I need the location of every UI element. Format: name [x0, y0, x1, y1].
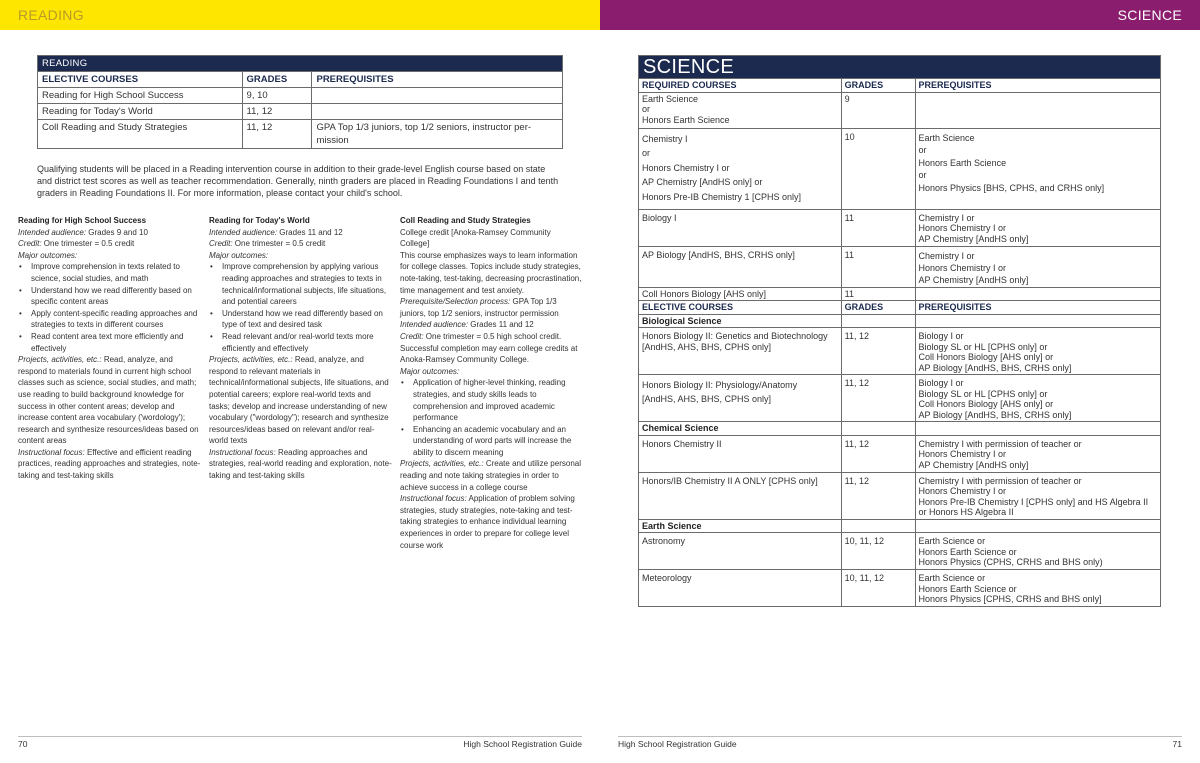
course-name: Honors Chemistry II	[639, 435, 842, 472]
table-row	[639, 209, 1161, 246]
reading-courses-table	[37, 55, 563, 149]
science-header-title: SCIENCE	[1117, 7, 1182, 23]
course-title: Reading for Today's World	[209, 216, 310, 225]
course-grades: 11, 12	[841, 435, 915, 472]
table-row	[639, 246, 1161, 287]
table-row	[639, 570, 1161, 607]
course-grades: 10, 11, 12	[841, 570, 915, 607]
course-grades: 11, 12	[242, 120, 312, 149]
course-name: Astronomy	[639, 533, 842, 570]
course-grades: 11	[841, 287, 915, 301]
course-name: Coll Reading and Study Strategies	[38, 120, 243, 149]
course-grades: 11, 12	[242, 104, 312, 120]
course-grades: 10, 11, 12	[841, 533, 915, 570]
list-item: • Application of higher-level thinking, reading strategies, and study skills leads to comprehension and improved academic performance	[400, 377, 582, 423]
section-earth-science: Earth Science	[639, 519, 1161, 533]
course-grades: 11, 12	[841, 375, 915, 422]
list-item: • Improve comprehension in texts related to science, social studies, and math	[18, 261, 201, 284]
table-row	[639, 375, 1161, 422]
course-grades: 11	[841, 246, 915, 287]
course-grades: 10	[841, 128, 915, 209]
col-required-courses: REQUIRED COURSES	[639, 79, 842, 93]
course-title: Coll Reading and Study Strategies	[400, 216, 531, 225]
outcomes-list	[18, 261, 201, 354]
course-prereq: Chemistry I or Honors Chemistry I or AP Chemistry [AndHS only]	[915, 246, 1160, 287]
table-row	[639, 287, 1161, 301]
course-name: Meteorology	[639, 570, 842, 607]
list-item: • Enhancing an academic vocabulary and an understanding of word parts will increase the ability to discern meaning	[400, 424, 582, 459]
col-prerequisites: PREREQUISITES	[915, 79, 1160, 93]
course-prereq: Chemistry I or Honors Chemistry I or AP Chemistry [AndHS only]	[915, 209, 1160, 246]
course-name: Reading for High School Success	[38, 88, 243, 104]
course-name: Honors Biology II: Physiology/Anatomy [AndHS, AHS, BHS, CPHS only]	[639, 375, 842, 422]
course-name: Reading for Today's World	[38, 104, 243, 120]
course-prereq: GPA Top 1/3 juniors, top 1/2 seniors, instructor per- mission	[312, 120, 563, 149]
col-elective-courses: ELECTIVE COURSES	[639, 301, 842, 315]
reading-placement-note: Qualifying students will be placed in a Reading intervention course in addition to their grade-level English course based on state and district test scores as well as teacher recommendation. Generally, ninth graders are placed in Reading Foundations I and tenth graders in Reading Foundations II. For more information, please contact your child's school.	[37, 164, 559, 198]
course-name: Coll Honors Biology [AHS only]	[639, 287, 842, 301]
table-row	[639, 435, 1161, 472]
table-row	[639, 533, 1161, 570]
course-grades: 11, 12	[841, 472, 915, 519]
course-prereq: Earth Science or Honors Earth Science or Honors Physics [BHS, CPHS, and CRHS only]	[915, 128, 1160, 209]
course-prereq: Earth Science or Honors Earth Science or Honors Physics (CPHS, CRHS and BHS only)	[915, 533, 1160, 570]
course-grades: 9, 10	[242, 88, 312, 104]
course-grades: 11, 12	[841, 328, 915, 375]
course-title: Reading for High School Success	[18, 216, 147, 225]
table-row	[38, 104, 563, 120]
course-description-reading-todays-world: Reading for Today's World Intended audience: Grades 11 and 12 Credit: One trimester = 0.5 credit Major outcomes: • Improve comprehension by applying various reading approaches and strategies to texts in technical/informational subjects, life situations, and potential careers • Understand how we read differently based on type of text and desired task • Read relevant and/or real-world texts more efficiently and effectively Projects, activities, etc.: Read, analyze, and respond to relevant materials in technical/informational subjects, life situations, and potential careers; explore real-world texts and tasks; develop and increase understanding of new vocabulary ("wordology"); research and synthesize resources/ideas based on relevant and/or real-world texts Instructional focus: Reading approaches and strategies, real-world reading and exploration, note-taking and test-taking skills	[209, 215, 393, 482]
col-grades: GRADES	[242, 72, 312, 88]
course-grades: 9	[841, 92, 915, 128]
page-number: 71	[1172, 739, 1182, 749]
science-header-band	[600, 0, 1200, 30]
course-prereq: Biology I or Biology SL or HL [CPHS only] or Coll Honors Biology [AHS only] or AP Biology [AndHS, BHS, CRHS only]	[915, 375, 1160, 422]
reading-table-header-row	[38, 72, 563, 88]
col-prerequisites: PREREQUISITES	[312, 72, 563, 88]
footer-divider	[18, 736, 582, 737]
course-prereq: Chemistry I with permission of teacher or Honors Chemistry I or AP Chemistry [AndHS only]	[915, 435, 1160, 472]
course-name: Chemistry I or Honors Chemistry I or AP Chemistry [AndHS only] or Honors Pre-IB Chemistry 1 [CPHS only]	[639, 128, 842, 209]
reading-table-title: READING	[38, 56, 563, 72]
table-row	[639, 328, 1161, 375]
science-courses-table	[638, 55, 1161, 607]
course-description-reading-hs-success: Reading for High School Success Intended audience: Grades 9 and 10 Credit: One trimester = 0.5 credit Major outcomes: • Improve comprehension in texts related to science, social studies, and math • Understand how we read differently based on specific content areas • Apply content-specific reading approaches and strategies to texts in different courses • Read content area text more efficiently and effectively Projects, activities, etc.: Read, analyze, and respond to materials found in current high school classes such as science, social studies, and math; use reading to build background knowledge for success in other content areas; develop and increase content area vocabulary ('wordology'); research and synthesize resources/ideas based on content areas Instructional focus: Effective and efficient reading practices, reading approaches and strategies, note-taking and test-taking skills	[18, 215, 201, 482]
list-item: • Apply content-specific reading approaches and strategies to texts in different courses	[18, 308, 201, 331]
col-elective-courses: ELECTIVE COURSES	[38, 72, 243, 88]
course-prereq	[312, 104, 563, 120]
course-grades: 11	[841, 209, 915, 246]
course-description-coll-reading: Coll Reading and Study Strategies College credit [Anoka-Ramsey Community College] This course emphasizes ways to learn information for college classes. Topics include study strategies, note-taking, test-taking, decreasing procrastination, time management and test anxiety. Prerequisite/Selection process: GPA Top 1/3 juniors, top 1/2 seniors, instructor permission Intended audience: Grades 11 and 12 Credit: One trimester = 0.5 high school credit. Successful completion may earn college credits at Anoka-Ramsey Community College. Major outcomes: • Application of higher-level thinking, reading strategies, and study skills leads to comprehension and improved academic performance • Enhancing an academic vocabulary and an understanding of word parts will increase the ability to discern meaning Projects, activities, etc.: Create and utilize personal reading and note taking strategies in order to achieve success in a college course Instructional focus: Application of problem solving strategies, study strategies, note-taking and test-taking strategies to enhance individual learning experiences in order to prepare for college level course work	[400, 215, 582, 551]
table-row	[38, 88, 563, 104]
list-item: • Improve comprehension by applying various reading approaches and strategies to texts in technical/informational subjects, life situations, and potential careers	[209, 261, 393, 307]
course-prereq: Earth Science or Honors Earth Science or Honors Physics [CPHS, CRHS and BHS only]	[915, 570, 1160, 607]
section-biological-science: Biological Science	[639, 314, 1161, 328]
footer-divider	[618, 736, 1182, 737]
footer-guide-title: High School Registration Guide	[463, 739, 582, 749]
section-chemical-science: Chemical Science	[639, 422, 1161, 436]
page-number: 70	[18, 739, 28, 749]
course-name: AP Biology [AndHS, BHS, CRHS only]	[639, 246, 842, 287]
reading-header-title: READING	[18, 7, 84, 23]
course-prereq	[915, 92, 1160, 128]
required-header-row	[639, 79, 1161, 93]
list-item: • Read relevant and/or real-world texts more efficiently and effectively	[209, 331, 393, 354]
list-item: • Understand how we read differently based on type of text and desired task	[209, 308, 393, 331]
outcomes-list	[400, 377, 582, 458]
course-name: Honors/IB Chemistry II A ONLY [CPHS only]	[639, 472, 842, 519]
course-name: Biology I	[639, 209, 842, 246]
list-item: • Read content area text more efficiently and effectively	[18, 331, 201, 354]
list-item: • Understand how we read differently based on specific content areas	[18, 285, 201, 308]
outcomes-list	[209, 261, 393, 354]
course-name: Honors Biology II: Genetics and Biotechnology [AndHS, AHS, BHS, CPHS only]	[639, 328, 842, 375]
reading-header-band	[0, 0, 600, 30]
table-row	[38, 120, 563, 149]
course-prereq	[915, 287, 1160, 301]
science-table-title: SCIENCE	[639, 56, 1161, 79]
table-row	[639, 92, 1161, 128]
course-prereq: Chemistry I with permission of teacher or Honors Chemistry I or Honors Pre-IB Chemistry I [CPHS only] and HS Algebra II or Honors HS Algebra II	[915, 472, 1160, 519]
elective-header-row	[639, 301, 1161, 315]
col-grades: GRADES	[841, 79, 915, 93]
table-row	[639, 472, 1161, 519]
course-prereq	[312, 88, 563, 104]
table-row	[639, 128, 1161, 209]
course-prereq: Biology I or Biology SL or HL [CPHS only] or Coll Honors Biology [AHS only] or AP Biology [AndHS, BHS, CRHS only]	[915, 328, 1160, 375]
footer-guide-title: High School Registration Guide	[618, 739, 737, 749]
col-prerequisites: PREREQUISITES	[915, 301, 1160, 315]
course-name: Earth Science or Honors Earth Science	[639, 92, 842, 128]
col-grades: GRADES	[841, 301, 915, 315]
